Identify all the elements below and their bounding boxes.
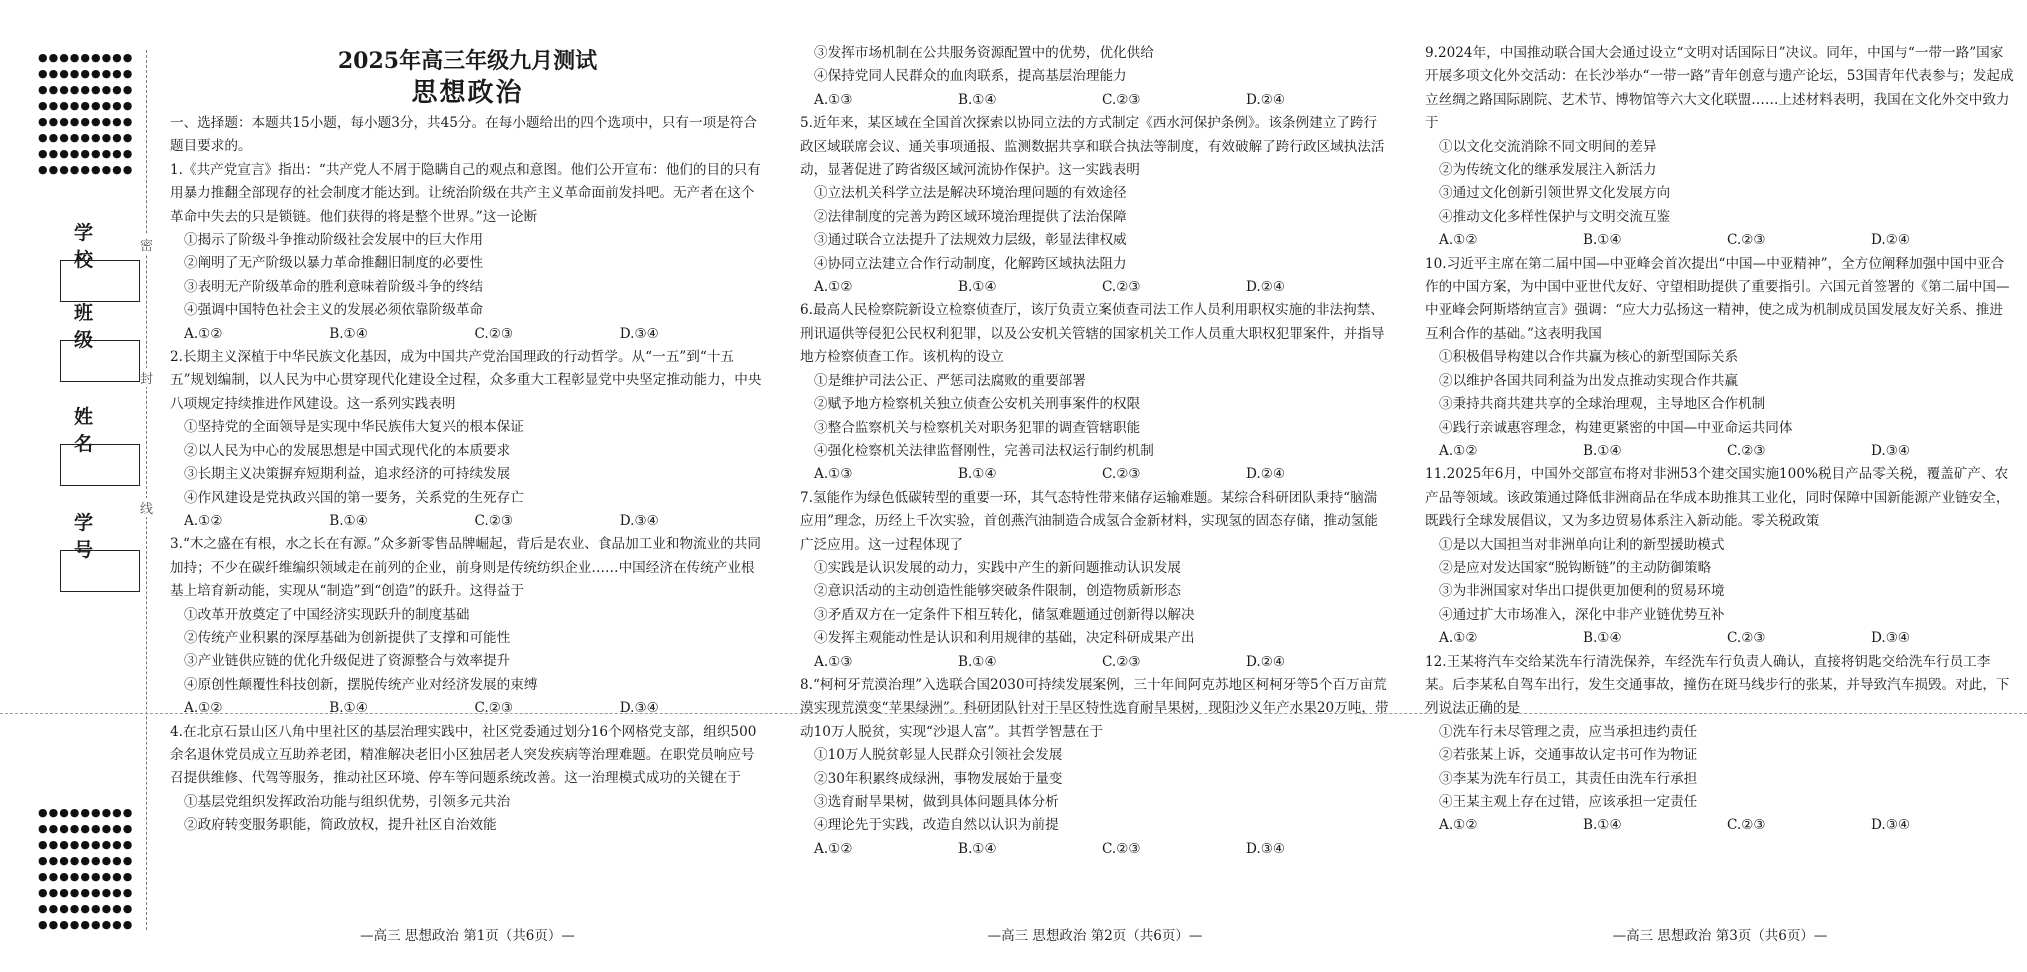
- answer-choice[interactable]: C.②③: [1102, 279, 1141, 296]
- statement-option: ③矛盾双方在一定条件下相互转化，储氢难题通过创新得以解决: [814, 606, 1195, 623]
- question: [800, 42, 1390, 112]
- seal-char-mi: 密: [140, 235, 153, 254]
- page-3-column: [1425, 42, 2015, 838]
- statement-option: ③选育耐旱果树，做到具体问题具体分析: [814, 794, 1059, 810]
- statement-option: ③发挥市场机制在公共服务资源配置中的优势，优化供给: [814, 45, 1154, 61]
- name-field[interactable]: [60, 444, 140, 486]
- answer-choice[interactable]: D.③④: [619, 325, 659, 342]
- statement-option: ③产业链供应链的优化升级促进了资源整合与效率提升: [184, 653, 511, 670]
- statement-option: ④原创性颠覆性科技创新，摆脱传统产业对经济发展的束缚: [184, 676, 538, 693]
- dot-row: ●●●●●●●●●: [38, 854, 134, 867]
- answer-choice[interactable]: B.①④: [958, 466, 997, 483]
- answer-choices: [1425, 440, 2015, 463]
- statement-option: ④协同立法建立合作行动制度，化解跨区域执法阻力: [814, 255, 1127, 272]
- question-stem: 8.“柯柯牙荒漠治理”入选联合国2030可持续发展案例，三十年间阿克苏地区柯柯牙等5个百万亩荒漠实现荒漠变“苹果绿洲”。科研团队针对干旱区特性选育耐旱果树，现阳沙义年产水果20万吨，带动10万人脱贫，实现“沙退人富”。其哲学智慧在于: [800, 676, 1389, 740]
- answer-choice[interactable]: B.①④: [958, 91, 997, 108]
- answer-choice[interactable]: B.①④: [1583, 232, 1622, 249]
- answer-choice[interactable]: A.①②: [1439, 817, 1478, 834]
- statement-option: ④理论先于实践，改造自然以认识为前提: [814, 817, 1059, 834]
- dot-pattern-top: [38, 50, 143, 178]
- dot-row: ●●●●●●●●●: [38, 838, 134, 851]
- statement-option: ①坚持党的全面领导是实现中华民族伟大复兴的根本保证: [184, 419, 524, 436]
- seal-line: [146, 50, 147, 930]
- statement-option: ②意识活动的主动创造性能够突破条件限制，创造物质新形态: [814, 583, 1182, 600]
- dot-row: ●●●●●●●●●: [38, 51, 134, 64]
- answer-choice[interactable]: C.②③: [1727, 630, 1766, 647]
- statement-option: ①以文化交流消除不同文明间的差异: [1439, 138, 1657, 155]
- statement-option: ④强化检察机关法律监督刚性，完善司法权运行制约机制: [814, 442, 1154, 459]
- statement-option: ①10万人脱贫彰显人民群众引领社会发展: [814, 747, 1063, 764]
- dot-row: ●●●●●●●●●: [38, 115, 134, 128]
- statement-option: ①是维护司法公正、严惩司法腐败的重要部署: [814, 372, 1086, 389]
- statement-option: ③表明无产阶级革命的胜利意味着阶级斗争的终结: [184, 278, 484, 295]
- answer-choices: [170, 510, 765, 533]
- statement-option: ②赋予地方检察机关独立侦查公安机关刑事案件的权限: [814, 396, 1141, 413]
- statement-option: ③通过联合立法提升了法规效力层级，彰显法律权威: [814, 232, 1127, 249]
- statement-option: ①改革开放奠定了中国经济实现跃升的制度基础: [184, 606, 470, 623]
- statement-option: ④践行亲诚惠容理念，构建更紧密的中国—中亚命运共同体: [1439, 419, 1793, 436]
- answer-choices: [170, 323, 765, 346]
- class-field[interactable]: [60, 340, 140, 382]
- answer-choice[interactable]: A.①②: [184, 512, 223, 529]
- answer-choice[interactable]: D.②④: [1246, 653, 1286, 670]
- answer-choice[interactable]: D.③④: [1246, 840, 1286, 857]
- statement-option: ②30年积累终成绿洲，事物发展始于量变: [814, 770, 1063, 787]
- question-stem: 6.最高人民检察院新设立检察侦查厅，该厅负责立案侦查司法工作人员利用职权实施的非法拘禁、刑讯逼供等侵犯公民权利犯罪，以及公安机关管辖的国家机关工作人员重大职权犯罪案件，并指导地方检察侦查工作。该机构的设立: [800, 302, 1385, 366]
- statement-option: ①立法机关科学立法是解决环境治理问题的有效途径: [814, 185, 1127, 202]
- answer-choices: [800, 89, 1390, 112]
- binding-sidebar: [38, 50, 154, 931]
- answer-choices: [1425, 229, 2015, 252]
- question-stem: 9.2024年，中国推动联合国大会通过设立“文明对话国际日”决议。同年，中国与“一带一路”国家开展多项文化外交活动：在长沙举办“一带一路”青年创意与遗产论坛，53国青年代表参与；发起成立丝绸之路国际剧院、艺术节、博物馆等六大文化联盟……上述材料表明，我国在文化外交中致力于: [1425, 45, 2014, 132]
- answer-choice[interactable]: C.②③: [474, 512, 514, 529]
- page-3-footer: —高三 思想政治 第3页（共6页）—: [1612, 928, 1828, 944]
- dot-row: ●●●●●●●●●: [38, 918, 134, 931]
- statement-option: ①是以大国担当对非洲单向让利的新型援助模式: [1439, 536, 1725, 553]
- question: [800, 299, 1390, 486]
- school-label: 学 校: [74, 222, 110, 271]
- question: [1425, 651, 2015, 838]
- question: [170, 533, 765, 720]
- statement-option: ①洗车行未尽管理之责，应当承担违约责任: [1439, 723, 1698, 740]
- question-stem: 4.在北京石景山区八角中里社区的基层治理实践中，社区党委通过划分16个网格党支部，组织500余名退休党员成立互助养老团，精准解决老旧小区独居老人突发疾病等治理难题。在职党员响应号召提供维修、代驾等服务，推动社区环境、停车等问题系统改善。这一治理模式成功的关键在于: [170, 723, 757, 787]
- answer-choice[interactable]: C.②③: [1727, 232, 1766, 249]
- school-field[interactable]: [60, 260, 140, 302]
- answer-choice[interactable]: B.①④: [1583, 817, 1622, 834]
- answer-choice[interactable]: A.①②: [184, 325, 223, 342]
- exam-title: 2025年高三年级九月测试: [337, 48, 598, 74]
- statement-option: ④推动文化多样性保护与文明交流互鉴: [1439, 208, 1671, 225]
- dot-row: ●●●●●●●●●: [38, 83, 134, 96]
- answer-choice[interactable]: D.③④: [1871, 630, 1911, 647]
- answer-choice[interactable]: C.②③: [1102, 840, 1141, 857]
- statement-option: ④发挥主观能动性是认识和利用规律的基础，决定科研成果产出: [814, 630, 1195, 647]
- statement-option: ③整合监察机关与检察机关对职务犯罪的调查管辖职能: [814, 419, 1141, 436]
- answer-choice[interactable]: B.①④: [329, 512, 368, 529]
- exam-subject: 思想政治: [411, 78, 524, 108]
- dot-row: ●●●●●●●●●: [38, 99, 134, 112]
- answer-choice[interactable]: D.②④: [1871, 232, 1911, 249]
- statement-option: ④作风建设是党执政兴国的第一要务，关系党的生死存亡: [184, 489, 524, 506]
- statement-option: ④保持党同人民群众的血肉联系，提高基层治理能力: [814, 68, 1127, 85]
- statement-option: ③长期主义决策摒弃短期利益，追求经济的可持续发展: [184, 466, 511, 483]
- question: [800, 674, 1390, 861]
- answer-choice[interactable]: C.②③: [474, 700, 514, 717]
- statement-option: ①基层党组织发挥政治功能与组织优势，引领多元共治: [184, 793, 511, 810]
- question: [800, 487, 1390, 674]
- dot-pattern-bottom: [38, 805, 143, 933]
- question-stem: 5.近年来，某区域在全国首次探索以协同立法的方式制定《西水河保护条例》。该条例建立了跨行政区域联席会议、通关事项通报、监测数据共享和联合执法等制度，有效破解了跨行政区域执法活动，显著促进了跨省级区域河流协作保护。这一实践表明: [800, 115, 1385, 179]
- dot-row: ●●●●●●●●●: [38, 886, 134, 899]
- statement-option: ③李某为洗车行员工，其责任由洗车行承担: [1439, 770, 1698, 787]
- question-stem: 10.习近平主席在第二届中国—中亚峰会首次提出“中国—中亚精神”，全方位阐释加强中国中亚合作的中国方案，为中国中亚世代友好、守望相助提供了重要指引。六国元首签署的《第二届中国—中亚峰会阿斯塔纳宣言》强调：“应大力弘扬这一精神，使之成为机制成员国发展友好关系、推进互利合作的基础。”这表明我国: [1425, 255, 2010, 342]
- answer-choices: [1425, 814, 2015, 837]
- statement-option: ②是应对发达国家“脱钩断链”的主动防御策略: [1439, 559, 1712, 576]
- answer-choice[interactable]: A.①②: [814, 840, 853, 857]
- question: [800, 112, 1390, 299]
- answer-choice[interactable]: A.①②: [814, 279, 853, 296]
- answer-choice[interactable]: D.③④: [619, 512, 659, 529]
- answer-choice[interactable]: B.①④: [958, 279, 997, 296]
- question-stem: 3.“木之盛在有根，水之长在有源。”众多新零售品牌崛起，背后是农业、食品加工业和物流业的共同加持；不少在碳纤维编织领域走在前列的企业，前身则是传统纺织企业……中国经济在传统产业根基上培育新动能，实现从“制造”到“创造”的跃升。这得益于: [170, 536, 762, 600]
- answer-choices: [1425, 627, 2015, 650]
- statement-option: ②阐明了无产阶级以暴力革命推翻旧制度的必要性: [184, 255, 484, 272]
- answer-choice[interactable]: C.②③: [1727, 817, 1766, 834]
- statement-option: ③通过文化创新引领世界文化发展方向: [1439, 185, 1671, 202]
- answer-choice[interactable]: C.②③: [1102, 91, 1141, 108]
- dot-row: ●●●●●●●●●: [38, 147, 134, 160]
- statement-option: ②法律制度的完善为跨区域环境治理提供了法治保障: [814, 208, 1127, 225]
- question: [170, 159, 765, 346]
- question: [1425, 42, 2015, 253]
- statement-option: ③为非洲国家对华出口提供更加便利的贸易环境: [1439, 583, 1725, 600]
- statement-option: ④强调中国特色社会主义的发展必须依靠阶级革命: [184, 302, 484, 319]
- answer-choice[interactable]: C.②③: [474, 325, 514, 342]
- dot-row: ●●●●●●●●●: [38, 163, 134, 176]
- statement-option: ①实践是认识发展的动力，实践中产生的新问题推动认识发展: [814, 559, 1182, 576]
- statement-option: ②传统产业积累的深厚基础为创新提供了支撑和可能性: [184, 629, 511, 646]
- answer-choice[interactable]: B.①④: [1583, 630, 1622, 647]
- answer-choice[interactable]: B.①④: [958, 840, 997, 857]
- dot-row: ●●●●●●●●●: [38, 806, 134, 819]
- statement-option: ②以维护各国共同利益为出发点推动实现合作共赢: [1439, 372, 1739, 389]
- answer-choice[interactable]: C.②③: [1727, 442, 1766, 459]
- statement-option: ④通过扩大市场准入，深化中非产业链优势互补: [1439, 606, 1725, 623]
- dot-row: ●●●●●●●●●: [38, 67, 134, 80]
- answer-choices: [800, 463, 1390, 486]
- statement-option: ③秉持共商共建共享的全球治理观，主导地区合作机制: [1439, 396, 1766, 413]
- statement-option: ②以人民为中心的发展思想是中国式现代化的本质要求: [184, 442, 511, 459]
- dot-row: ●●●●●●●●●: [38, 131, 134, 144]
- answer-choice[interactable]: D.②④: [1246, 466, 1286, 483]
- answer-choice[interactable]: B.①④: [1583, 442, 1622, 459]
- answer-choices: [170, 697, 765, 720]
- answer-choice[interactable]: A.①②: [184, 700, 223, 717]
- page-2-column: [800, 42, 1390, 861]
- answer-choice[interactable]: A.①②: [1439, 442, 1478, 459]
- answer-choice[interactable]: D.③④: [1871, 442, 1911, 459]
- answer-choice[interactable]: D.②④: [1246, 91, 1286, 108]
- answer-choice[interactable]: A.①②: [1439, 630, 1478, 647]
- seal-char-xian: 线: [140, 498, 153, 517]
- student-id-field[interactable]: [60, 550, 140, 592]
- seal-char-feng: 封: [140, 368, 153, 387]
- section-instructions: 一、选择题：本题共15小题，每小题3分，共45分。在每小题给出的四个选项中，只有一项是符合题目要求的。: [170, 115, 757, 155]
- dot-row: ●●●●●●●●●: [38, 870, 134, 883]
- question-stem: 1.《共产党宣言》指出：“共产党人不屑于隐瞒自己的观点和意图。他们公开宣布：他们的目的只有用暴力推翻全部现存的社会制度才能达到。让统治阶级在共产主义革命面前发抖吧。无产者在这个革命中失去的只是锁链。他们获得的将是整个世界。”这一论断: [170, 161, 761, 225]
- answer-choice[interactable]: A.①③: [814, 653, 853, 670]
- statement-option: ②若张某上诉，交通事故认定书可作为物证: [1439, 747, 1698, 764]
- statement-option: ①揭示了阶级斗争推动阶级社会发展中的巨大作用: [184, 232, 484, 249]
- statement-option: ④王某主观上存在过错，应该承担一定责任: [1439, 794, 1698, 810]
- dot-row: ●●●●●●●●●: [38, 822, 134, 835]
- question-stem: 7.氢能作为绿色低碳转型的重要一环，其气态特性带来储存运输难题。某综合科研团队秉持“脑湍应用”理念，历经上千次实验，首创燕汽油制造合成氢合金新材料，实现氢的固态存储，推动氢能广泛应用。这一过程体现了: [800, 489, 1378, 553]
- answer-choice[interactable]: B.①④: [329, 700, 368, 717]
- question: [170, 721, 765, 838]
- student-id-label: 学 号: [74, 512, 110, 561]
- question-stem: 12.王某将汽车交给某洗车行清洗保养，车经洗车行负责人确认，直接将钥匙交给洗车行员工李某。后李某私自驾车出行，发生交通事故，撞伤在斑马线步行的张某，并导致汽车损毁。对此，下列说法正确的是: [1425, 653, 2010, 717]
- statement-option: ①积极倡导构建以合作共赢为核心的新型国际关系: [1439, 349, 1739, 366]
- answer-choice[interactable]: B.①④: [958, 653, 997, 670]
- answer-choice[interactable]: A.①②: [1439, 232, 1478, 249]
- page-2-footer: —高三 思想政治 第2页（共6页）—: [987, 928, 1203, 944]
- question-stem: 2.长期主义深植于中华民族文化基因，成为中国共产党治国理政的行动哲学。从“一五”到“十五五”规划编制，以人民为中心贯穿现代化建设全过程，众多重大工程彰显党中央坚定推动能力，中央八项规定持续推进作风建设。这一系列实践表明: [170, 349, 762, 412]
- statement-option: ②为传统文化的继承发展注入新活力: [1439, 162, 1657, 179]
- answer-choice[interactable]: D.③④: [619, 700, 659, 717]
- page-1-footer: —高三 思想政治 第1页（共6页）—: [360, 928, 575, 944]
- answer-choice[interactable]: D.②④: [1246, 279, 1286, 296]
- answer-choices: [800, 651, 1390, 674]
- question: [1425, 463, 2015, 650]
- name-label: 姓 名: [74, 406, 110, 455]
- answer-choice[interactable]: D.③④: [1871, 817, 1911, 834]
- answer-choice[interactable]: C.②③: [1102, 466, 1141, 483]
- answer-choices: [800, 276, 1390, 299]
- answer-choice[interactable]: B.①④: [329, 325, 368, 342]
- statement-option: ②政府转变服务职能，简政放权，提升社区自治效能: [184, 817, 497, 834]
- question: [170, 346, 765, 533]
- answer-choices: [800, 838, 1390, 861]
- question: [1425, 253, 2015, 464]
- question-stem: 11.2025年6月，中国外交部宣布将对非洲53个建交国实施100%税目产品零关税，覆盖矿产、农产品等领域。该政策通过降低非洲商品在华成本助推其工业化，同时保障中国新能源产业链安全，既践行全球发展倡议，又为多边贸易体系注入新动能。零关税政策: [1425, 466, 2010, 530]
- class-label: 班 级: [74, 302, 110, 351]
- answer-choice[interactable]: C.②③: [1102, 653, 1141, 670]
- page-1-column: [170, 44, 765, 838]
- answer-choice[interactable]: A.①③: [814, 466, 853, 483]
- dot-row: ●●●●●●●●●: [38, 902, 134, 915]
- answer-choice[interactable]: A.①③: [814, 91, 853, 108]
